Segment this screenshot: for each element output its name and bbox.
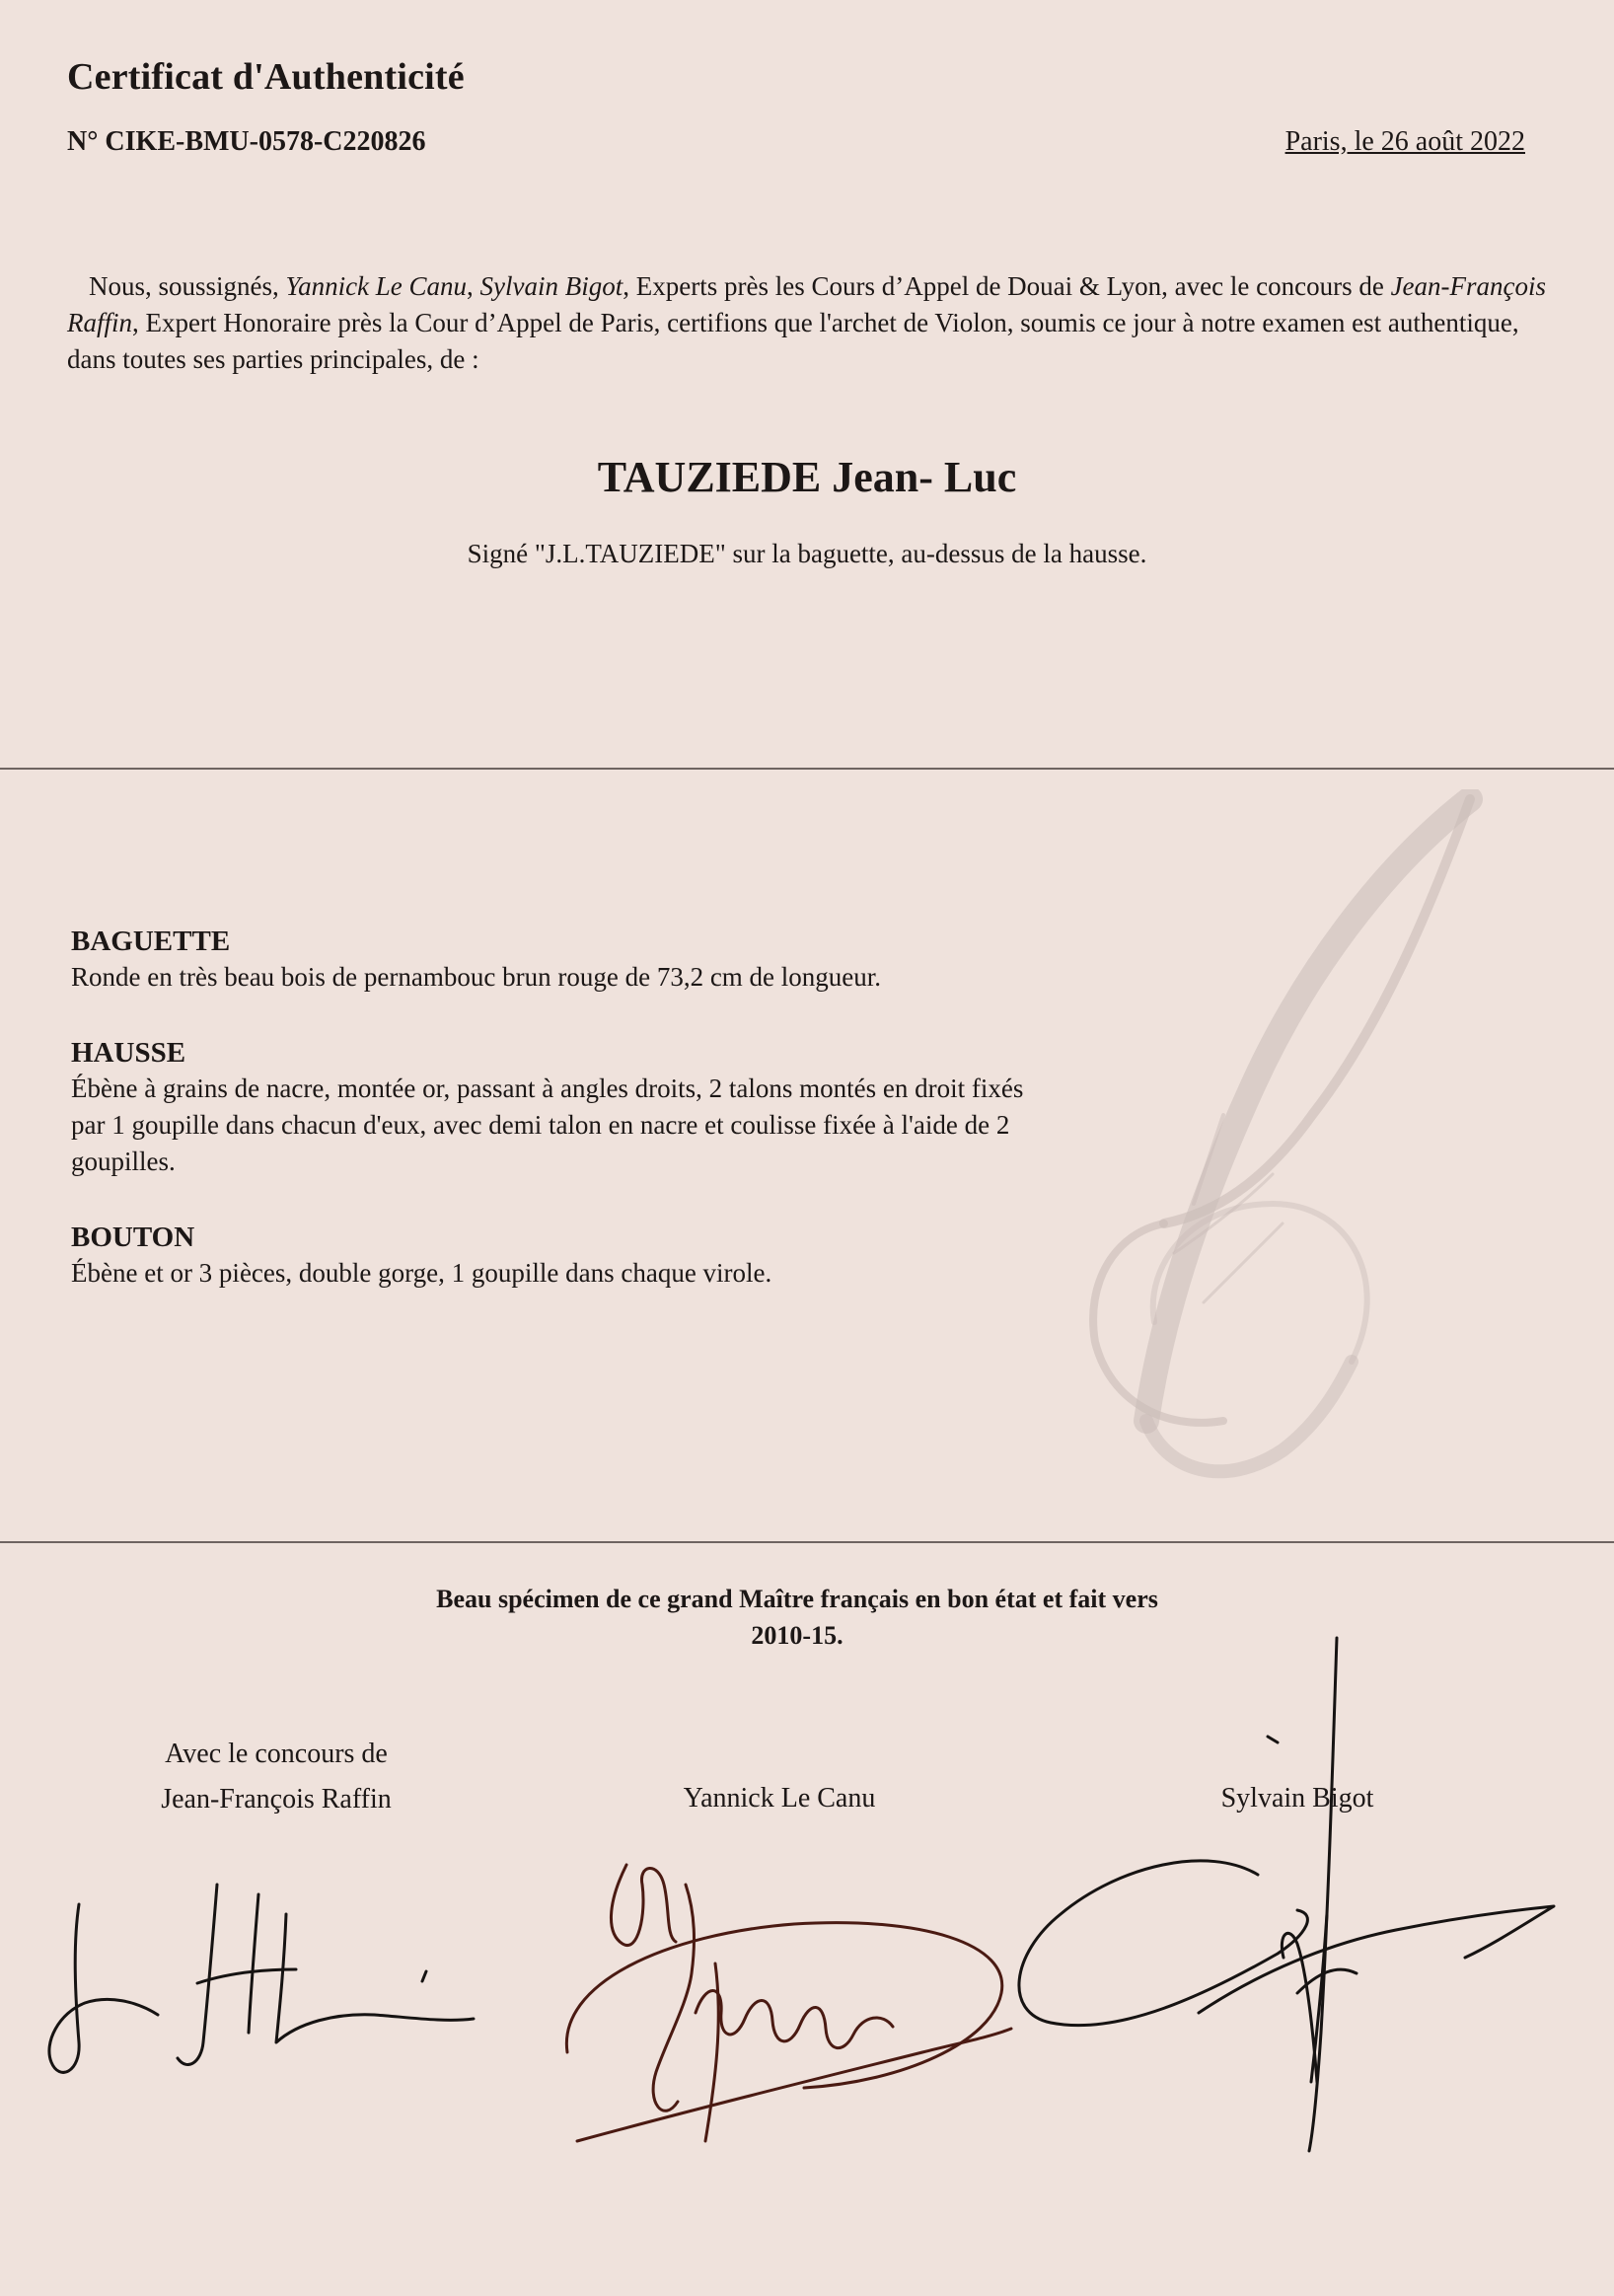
section-text-hausse: Ébène à grains de nacre, montée or, passant à angles droits, 2 talons montés en droit fixés par 1 goupille dans chacun d'eux, avec demi talon en nacre et coulisse fixée à l'aide de 2 goupilles.	[71, 1074, 1024, 1176]
signatory-lecanu: Yannick Le Canu	[683, 1783, 876, 1814]
signature-lecanu-icon	[548, 1845, 1021, 2161]
conclusion-line-2: 2010-15.	[751, 1621, 844, 1650]
section-bouton	[71, 1220, 1058, 1292]
maker-name: TAUZIEDE Jean- Luc	[597, 453, 1017, 501]
expert-name-raffin: Jean-François Raffin	[67, 271, 1547, 337]
certificate-title: Certificat d'Authenticité	[67, 56, 465, 98]
expert-name-lecanu: Yannick Le Canu	[285, 271, 468, 301]
section-hausse	[71, 1035, 1048, 1180]
fold-line	[0, 768, 1614, 770]
intro-text-1: Nous, soussignés,	[89, 271, 286, 301]
certificate-number: N° CIKE-BMU-0578-C220826	[67, 126, 426, 157]
intro-text-2: , Experts près les Cours d’Appel de Douai & Lyon, avec le concours de	[623, 271, 1391, 301]
maker-signature-note: Signé "J.L.TAUZIEDE" sur la baguette, au-dessus de la hausse.	[467, 539, 1147, 568]
conclusion-line-1: Beau spécimen de ce grand Maître français en bon état et fait vers	[436, 1585, 1158, 1613]
intro-separator: ,	[467, 271, 480, 301]
section-text-bouton: Ébène et or 3 pièces, double gorge, 1 goupille dans chaque virole.	[71, 1258, 772, 1288]
signatory-raffin-intro: Avec le concours de	[165, 1739, 388, 1769]
signatory-bigot: Sylvain Bigot	[1220, 1783, 1374, 1814]
quill-watermark-icon	[1056, 789, 1529, 1539]
expert-name-bigot: Sylvain Bigot	[479, 271, 624, 301]
intro-paragraph	[67, 268, 1547, 378]
fold-line	[0, 1541, 1614, 1543]
signatory-raffin	[118, 1732, 434, 1822]
section-title-hausse: HAUSSE	[71, 1037, 186, 1069]
section-title-baguette: BAGUETTE	[71, 926, 231, 957]
signature-bigot-icon	[1001, 1618, 1583, 2171]
section-baguette	[71, 924, 1058, 996]
section-text-baguette: Ronde en très beau bois de pernambouc brun rouge de 73,2 cm de longueur.	[71, 962, 882, 992]
certificate-date: Paris, le 26 août 2022	[1284, 126, 1525, 157]
signature-raffin-icon	[39, 1875, 493, 2111]
section-title-bouton: BOUTON	[71, 1222, 195, 1253]
intro-text-3: , Expert Honoraire près la Cour d’Appel de Paris, certifions que l'archet de Violon, soumis ce jour à notre examen est authentique, dans toutes ses parties principales, de :	[67, 308, 1519, 374]
signatory-raffin-name: Jean-François Raffin	[161, 1784, 392, 1815]
